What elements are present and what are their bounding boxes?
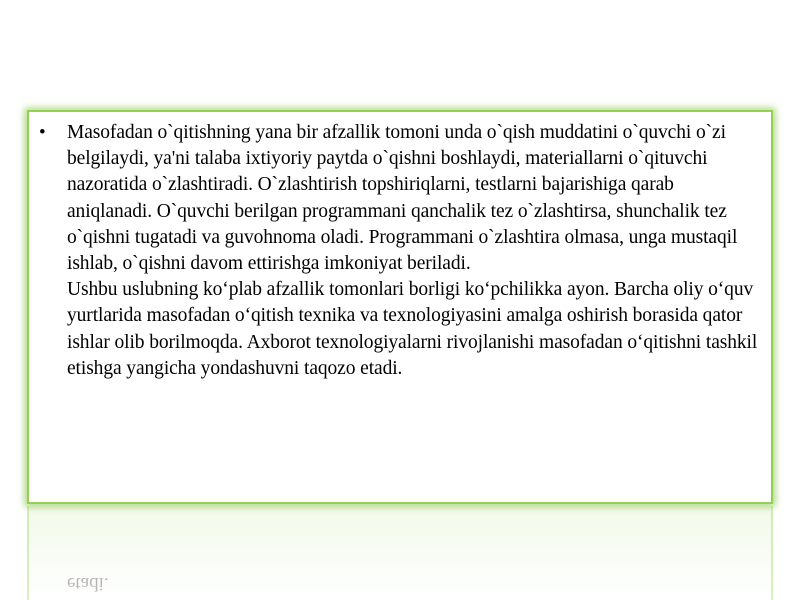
bullet-marker: •	[39, 122, 46, 143]
paragraph-2: Ushbu uslubning ko‘plab afzallik tomonlari borligi ko‘pchilikka ayon. Barcha oliy o‘quv yurtlarida masofadan o‘qitish texnika va texnologiyasini amalga oshirish borasida qator ishlar olib borilmoqda. Axborot texnologiyalarni rivojlanishi masofadan o‘qitishni tashkil etishga yangicha yondashuvni taqozo etadi.	[67, 279, 758, 379]
bullet-item	[39, 120, 761, 382]
content-text-box	[27, 110, 773, 504]
reflection-text: etadi.	[67, 573, 109, 594]
text-box-reflection	[27, 506, 773, 600]
paragraph-1: Masofadan o`qitishning yana bir afzallik tomoni unda o`qish muddatini o`quvchi o`zi belgilaydi, ya'ni talaba ixtiyoriy paytda o`qishni boshlaydi, materiallarni o`qituvchi nazoratida o`zlashtiradi. O`zlashtirish topshiriqlarni, testlarni bajarishiga qarab aniqlanadi. O`quvchi berilgan programmani qanchalik tez o`zlashtirsa, shunchalik tez o`qishni tugatadi va guvohnoma oladi. Programmani o`zlashtira olmasa, unga mustaqil ishlab, o`qishni davom ettirishga imkoniyat beriladi.	[67, 122, 738, 275]
body-text	[67, 120, 761, 382]
